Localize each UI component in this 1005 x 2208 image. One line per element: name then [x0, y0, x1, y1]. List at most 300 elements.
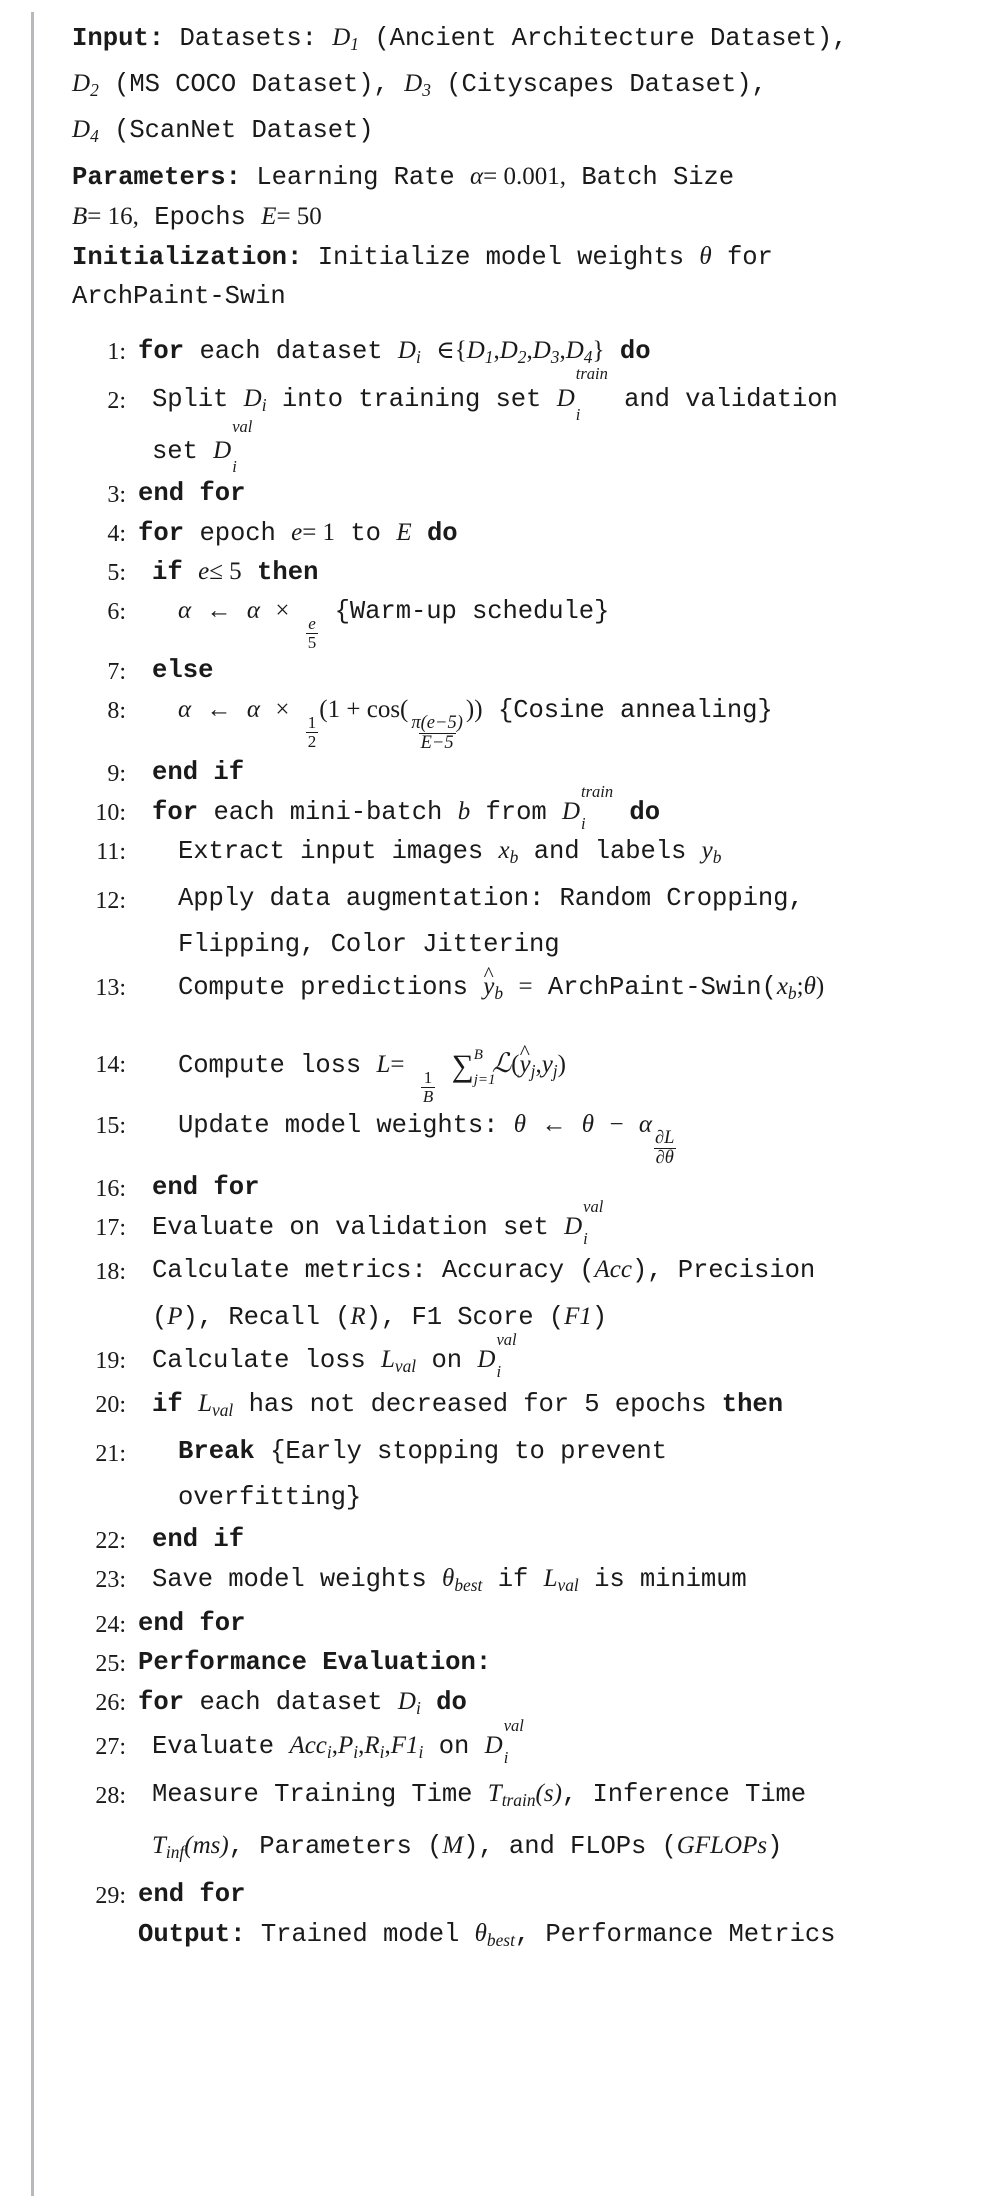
metric-precision: P	[167, 1303, 183, 1331]
left-vertical-rule	[31, 12, 34, 2196]
step-row	[72, 592, 965, 652]
parameters-line-2	[72, 197, 965, 237]
learning-rate-text: Learning Rate	[256, 162, 455, 192]
step-row	[72, 1169, 965, 1208]
step-content	[126, 1429, 965, 1521]
input-var-x: x	[498, 836, 510, 864]
metric-acc-i-sub: i	[326, 1742, 332, 1763]
performance-evaluation-label: Performance Evaluation:	[138, 1647, 492, 1677]
dataset-d3-sub: 3	[422, 80, 431, 101]
keyword-end-for: end for	[138, 479, 246, 509]
var-d: D	[397, 1687, 416, 1715]
step-text: Update model weights:	[178, 1111, 499, 1141]
step-text: each dataset	[199, 336, 383, 366]
step-text: Evaluate on validation set	[152, 1213, 549, 1243]
step-number: 26:	[95, 1689, 126, 1716]
sigma-icon: ∑	[451, 1048, 474, 1084]
keyword-do: do	[619, 336, 651, 366]
step-number: 13:	[95, 975, 126, 1002]
arg-x-sub: b	[787, 983, 797, 1004]
times-icon: ×	[275, 695, 290, 723]
train-time-sub: train	[501, 1790, 536, 1811]
metric-p-i: P	[338, 1731, 354, 1759]
step-row	[72, 754, 965, 793]
step-number: 28:	[95, 1783, 126, 1810]
step-text-c: is minimum	[594, 1565, 747, 1595]
step-content	[126, 1683, 965, 1727]
var-d-sub: i	[261, 395, 267, 416]
step-content	[126, 832, 965, 876]
step-text: Split	[152, 384, 229, 414]
step-number: 18:	[95, 1259, 126, 1286]
step-row	[72, 832, 965, 876]
step-row	[72, 1876, 965, 1915]
step-row	[72, 1644, 965, 1683]
step-row	[72, 1045, 965, 1106]
keyword-if: if	[152, 1390, 183, 1420]
step-number: 9:	[107, 760, 126, 787]
keyword-for: for	[138, 336, 185, 366]
fraction-denominator: B	[422, 1087, 434, 1107]
cos-open: (1 + cos(	[319, 695, 409, 723]
step-row	[72, 1560, 965, 1604]
step-text-to: to	[350, 519, 381, 549]
comma-2: ,	[358, 1731, 365, 1759]
step-text: Apply data augmentation: Random Cropping,	[178, 884, 804, 914]
step-text: each dataset	[199, 1687, 383, 1717]
step-row	[72, 1605, 965, 1644]
step-row	[72, 1385, 965, 1429]
keyword-break: Break	[178, 1437, 255, 1467]
label-var-y-sub: b	[712, 847, 722, 868]
output-label: Output:	[138, 1919, 246, 1949]
step-row	[72, 1716, 965, 1771]
step-row	[72, 1247, 965, 1341]
y-j-sub: j	[552, 1061, 558, 1082]
step-content	[126, 475, 965, 512]
keyword-end-for: end for	[138, 1608, 246, 1638]
step-row	[72, 968, 965, 1012]
step-row	[72, 652, 965, 691]
alpha-symbol: α	[178, 695, 192, 723]
theta-symbol: θ	[803, 973, 816, 1001]
output-text-b: , Performance Metrics	[514, 1919, 836, 1949]
train-time-symbol: T	[487, 1780, 502, 1808]
fraction-denominator: 2	[307, 731, 317, 751]
theta-symbol: θ	[699, 242, 712, 270]
alpha-symbol: α	[178, 597, 192, 625]
cont-text-e: )	[767, 1832, 783, 1862]
d-val: D	[477, 1346, 496, 1374]
cosine-fraction	[409, 714, 465, 754]
input-line-3	[72, 110, 965, 156]
epochs-symbol: E	[396, 519, 412, 547]
set-open: {	[454, 336, 467, 364]
batch-symbol: B	[72, 202, 88, 230]
var-d: D	[243, 384, 262, 412]
step-content: for each mini-batch b from D train i do	[152, 782, 661, 834]
arg-x: x	[776, 973, 788, 1001]
set-d3-sub: 3	[550, 346, 560, 367]
parameters-block	[72, 157, 965, 237]
dataset-d3-desc: (Cityscapes Dataset),	[446, 70, 767, 100]
step-row	[72, 514, 965, 553]
step-number: 17:	[95, 1215, 126, 1242]
step-number: 27:	[95, 1733, 126, 1760]
step-content	[126, 1771, 965, 1875]
step-content	[126, 691, 965, 754]
step-content	[126, 652, 965, 689]
input-line-1	[72, 18, 965, 64]
step-content: Evaluate $Acc_i,P_i,R_i,F1_i$ on D val i	[152, 1716, 524, 1768]
metric-p-i-sub: i	[353, 1742, 359, 1763]
step-row	[72, 475, 965, 514]
d-train: D	[556, 384, 575, 412]
metric-acc-i: Acc	[289, 1731, 327, 1759]
step-number: 6:	[107, 599, 126, 626]
keyword-do: do	[436, 1687, 467, 1717]
theta-best: θ	[442, 1565, 455, 1593]
step-row	[72, 1106, 965, 1169]
loss-val-symbol: L	[198, 1390, 212, 1418]
step-number: 22:	[95, 1528, 126, 1555]
var-d-sub: i	[415, 1697, 421, 1718]
step-row	[72, 691, 965, 754]
var-d-sub: i	[415, 346, 421, 367]
params-symbol: M	[442, 1832, 464, 1860]
keyword-for: for	[138, 1687, 185, 1717]
theta-symbol: θ	[513, 1111, 527, 1139]
step-content	[126, 1521, 965, 1558]
epoch-var: e	[291, 519, 303, 547]
metric-f1-i: F1	[390, 1731, 419, 1759]
epoch-eq: = 1	[302, 519, 336, 547]
alpha-symbol-2: α	[246, 597, 260, 625]
theta-best-sub: best	[454, 1575, 483, 1596]
step-row	[72, 1330, 965, 1385]
batch-size-text: Batch Size	[581, 162, 734, 192]
step-number: 14:	[95, 1052, 126, 1079]
input-block	[72, 18, 965, 157]
cont-text-c: )	[591, 1303, 608, 1333]
step-content	[126, 1169, 965, 1206]
assign-arrow-icon: ←	[206, 695, 232, 723]
alpha-value: = 0.001,	[483, 162, 567, 190]
dataset-d1-desc: (Ancient Architecture Dataset),	[374, 24, 848, 53]
step-text: Compute predictions	[178, 973, 468, 1003]
step-row	[72, 782, 965, 834]
fraction-numerator: ∂L	[655, 1127, 675, 1148]
set-d2-sub: 2	[517, 346, 527, 367]
close-paren: )	[557, 1051, 566, 1079]
step-text: epoch	[199, 519, 276, 549]
step-text-if: if	[497, 1565, 529, 1595]
step-number: 21:	[95, 1441, 126, 1468]
initialization-line-2	[72, 277, 965, 316]
step-text-on: on	[431, 1346, 463, 1376]
loss-val-sub: val	[211, 1400, 234, 1421]
metric-f1-i-sub: i	[418, 1742, 424, 1763]
step-content	[126, 1385, 965, 1429]
step-number: 25:	[95, 1650, 126, 1677]
step-row	[72, 1429, 965, 1521]
comma-1: ,	[331, 1731, 338, 1759]
keyword-then: then	[721, 1390, 784, 1420]
parameters-label: Parameters:	[72, 162, 241, 192]
model-call: ArchPaint-Swin(	[547, 973, 777, 1003]
cont-text-c: , Parameters (	[228, 1832, 443, 1862]
comment-text: {Early stopping to prevent	[270, 1437, 667, 1467]
var-d: D	[397, 336, 416, 364]
step-number: 7:	[107, 658, 126, 685]
metric-r-i: R	[364, 1731, 380, 1759]
step-number: 3:	[107, 482, 126, 509]
output-block	[72, 1915, 965, 1959]
loss-val-symbol: L	[380, 1346, 395, 1374]
y-hat: ^ y	[483, 968, 494, 1005]
keyword-if: if	[152, 558, 183, 588]
set-comma3: ,	[559, 336, 566, 364]
d-val: D	[213, 437, 232, 465]
step-row	[72, 1521, 965, 1560]
step-row	[72, 364, 965, 477]
alpha-symbol: α	[638, 1111, 653, 1139]
train-time-arg: (s)	[535, 1780, 562, 1808]
step-number: 20:	[95, 1392, 126, 1419]
dataset-d2-sub: 2	[90, 80, 99, 101]
y-hat-j: ^ y	[519, 1046, 530, 1083]
set-d3: D	[532, 336, 551, 364]
set-comma2: ,	[526, 336, 533, 364]
step-continuation: set D val i	[152, 416, 253, 477]
step-content	[126, 332, 965, 376]
close-paren: )	[815, 973, 825, 1001]
step-number: 29:	[95, 1882, 126, 1909]
comma: ,	[535, 1051, 542, 1079]
epochs-symbol: E	[261, 202, 277, 230]
keyword-do: do	[426, 519, 458, 549]
step-continuation	[178, 1475, 965, 1521]
gradient-fraction	[653, 1129, 676, 1169]
step-text-b: ), Precision	[631, 1256, 816, 1286]
keyword-end-if: end if	[152, 757, 245, 787]
one-over-b-fraction	[421, 1069, 435, 1106]
step-content	[126, 968, 965, 1012]
keyword-end-for: end for	[152, 1173, 260, 1203]
step-continuation	[152, 1294, 965, 1341]
step-row	[72, 1197, 965, 1249]
dataset-d1: D	[332, 24, 351, 51]
step-text: Calculate metrics: Accuracy (	[152, 1256, 595, 1286]
set-comma1: ,	[493, 336, 500, 364]
step-content: Evaluate on validation set D val i	[152, 1197, 604, 1249]
fraction-numerator: 1	[423, 1068, 433, 1088]
set-d2: D	[499, 336, 518, 364]
set-d4: D	[565, 336, 584, 364]
open-paren: (	[511, 1051, 520, 1079]
initialization-block	[72, 237, 965, 316]
semicolon: ;	[796, 973, 804, 1001]
step-number: 4:	[107, 521, 126, 548]
initialization-line-1	[72, 237, 965, 277]
input-var-x-sub: b	[509, 847, 519, 868]
input-label: Input:	[72, 24, 165, 53]
step-continuation	[178, 922, 965, 968]
step-text-on: on	[438, 1731, 470, 1761]
element-of-icon: ∈	[436, 336, 455, 364]
step-text: Calculate loss	[152, 1346, 366, 1376]
d-train: D	[561, 797, 581, 825]
initialization-text: Initialize model weights	[317, 242, 684, 272]
y-hat-j-sub: j	[530, 1061, 536, 1082]
step-number: 8:	[107, 697, 126, 724]
metric-recall: R	[350, 1303, 366, 1331]
step-content: Calculate loss $L_{val}$ on D val i	[152, 1330, 517, 1382]
d-val: D	[564, 1213, 583, 1241]
cont-text-d: ), and FLOPs (	[463, 1832, 677, 1862]
keyword-then: then	[257, 558, 319, 588]
epoch-var: e	[198, 558, 210, 586]
loss-val-symbol: L	[543, 1565, 558, 1593]
cos-close: ))	[465, 695, 483, 723]
keyword-do: do	[629, 797, 661, 827]
epochs-text: Epochs	[154, 202, 246, 232]
step-row	[72, 1771, 965, 1875]
step-content	[126, 1876, 965, 1913]
step-content	[126, 1644, 965, 1681]
dataset-d4-desc: (ScanNet Dataset)	[114, 116, 374, 146]
loss-function-symbol: ℒ	[491, 1048, 512, 1079]
cont-text-b: ), F1 Score (	[365, 1303, 565, 1333]
step-content	[126, 1106, 965, 1169]
assign-arrow-icon: ←	[206, 597, 232, 625]
metric-r-i-sub: i	[379, 1742, 385, 1763]
minus-sign: −	[609, 1111, 624, 1139]
step-text-b: into training set	[281, 384, 542, 414]
dataset-d3: D	[404, 70, 423, 98]
summation	[451, 1047, 496, 1088]
step-number: 23:	[95, 1567, 126, 1594]
loss-val-sub: val	[394, 1356, 417, 1377]
step-content: Split $D_i$ into training set D train i and validation set D val i	[126, 376, 965, 475]
label-var-y: y	[701, 836, 713, 864]
dataset-d1-sub: 1	[350, 34, 359, 55]
batch-var: b	[457, 797, 471, 825]
step-number: 11:	[96, 838, 126, 865]
step-number: 16:	[95, 1176, 126, 1203]
batch-value: = 16,	[87, 202, 139, 230]
metric-f1: F1	[564, 1303, 592, 1331]
continuation-text: overfitting}	[178, 1483, 362, 1513]
theta-symbol-2: θ	[581, 1111, 595, 1139]
y-hat-sub: b	[494, 983, 504, 1004]
cont-text-a: ), Recall (	[182, 1303, 351, 1333]
assign-arrow-icon: ←	[541, 1111, 567, 1139]
step-content	[126, 553, 965, 591]
step-text: Compute loss	[178, 1051, 362, 1081]
gflops-symbol: GFLOPs	[676, 1832, 768, 1860]
step-content	[126, 754, 965, 791]
continuation-text: Flipping, Color Jittering	[178, 930, 560, 960]
step-number: 1:	[107, 338, 126, 365]
dataset-d2: D	[72, 70, 91, 98]
step-text: Measure Training Time	[152, 1780, 473, 1810]
times-icon: ×	[275, 597, 290, 625]
step-text: has not decreased for 5 epochs	[248, 1390, 707, 1420]
output-text: Trained model	[260, 1919, 460, 1949]
set-close: }	[592, 336, 605, 364]
epochs-value: = 50	[276, 202, 322, 230]
step-text: each mini-batch	[213, 797, 443, 827]
set-d4-sub: 4	[583, 346, 593, 367]
step-row	[72, 332, 965, 376]
step-number: 19:	[95, 1348, 126, 1375]
step-content	[126, 514, 965, 552]
comma-3: ,	[384, 1731, 391, 1759]
step-number: 12:	[95, 888, 126, 915]
step-text: Save model weights	[152, 1565, 427, 1595]
fraction-denominator: 5	[307, 632, 317, 652]
fraction-denominator: ∂θ	[655, 1148, 674, 1169]
sum-upper-limit: B	[473, 1047, 483, 1064]
keyword-for: for	[138, 519, 185, 549]
step-number: 24:	[95, 1611, 126, 1638]
step-content	[126, 1247, 965, 1341]
input-datasets-text: Datasets:	[179, 24, 317, 53]
inf-time-sub: inf	[165, 1842, 185, 1863]
cont-open-paren: (	[152, 1303, 168, 1333]
comment-text: {Warm-up schedule}	[334, 597, 610, 627]
keyword-else: else	[152, 655, 214, 685]
epoch-cmp: ≤ 5	[209, 558, 242, 586]
inf-time-arg: (ms)	[184, 1832, 229, 1860]
warmup-fraction	[306, 615, 319, 652]
dataset-d4-sub: 4	[90, 126, 99, 147]
inf-time-symbol: T	[152, 1832, 166, 1860]
loss-symbol: L	[376, 1051, 391, 1079]
step-row	[72, 553, 965, 592]
step-text-b: , Inference Time	[561, 1780, 807, 1810]
sum-lower-limit: j=1	[473, 1071, 496, 1088]
equals-sign: =	[390, 1051, 405, 1079]
input-line-2	[72, 64, 965, 110]
step-text-b: and labels	[533, 836, 687, 866]
model-name: ArchPaint-Swin	[72, 281, 286, 311]
loss-val-sub: val	[557, 1575, 579, 1596]
step-number: 15:	[95, 1113, 126, 1140]
step-number: 5:	[107, 560, 126, 587]
step-number: 2:	[107, 387, 126, 414]
step-text: Evaluate	[152, 1731, 275, 1761]
y-j: y	[541, 1051, 553, 1079]
step-number: 10:	[95, 799, 126, 826]
theta-best: θ	[474, 1919, 487, 1947]
keyword-end-for: end for	[138, 1879, 246, 1909]
step-text-from: from	[485, 797, 547, 827]
metric-acc: Acc	[594, 1256, 632, 1284]
algorithm-content	[72, 18, 965, 1959]
continuation-text: set	[152, 437, 198, 467]
fraction-numerator: π(e−5)	[411, 712, 463, 733]
step-continuation	[152, 1823, 965, 1875]
step-content	[126, 1605, 965, 1642]
step-row	[72, 876, 965, 968]
step-text-c: and validation	[624, 384, 838, 414]
dataset-d2-desc: (MS COCO Dataset),	[114, 70, 389, 100]
alpha-symbol: α	[470, 162, 484, 190]
step-content	[126, 1045, 965, 1106]
comment-text: {Cosine annealing}	[497, 695, 773, 725]
